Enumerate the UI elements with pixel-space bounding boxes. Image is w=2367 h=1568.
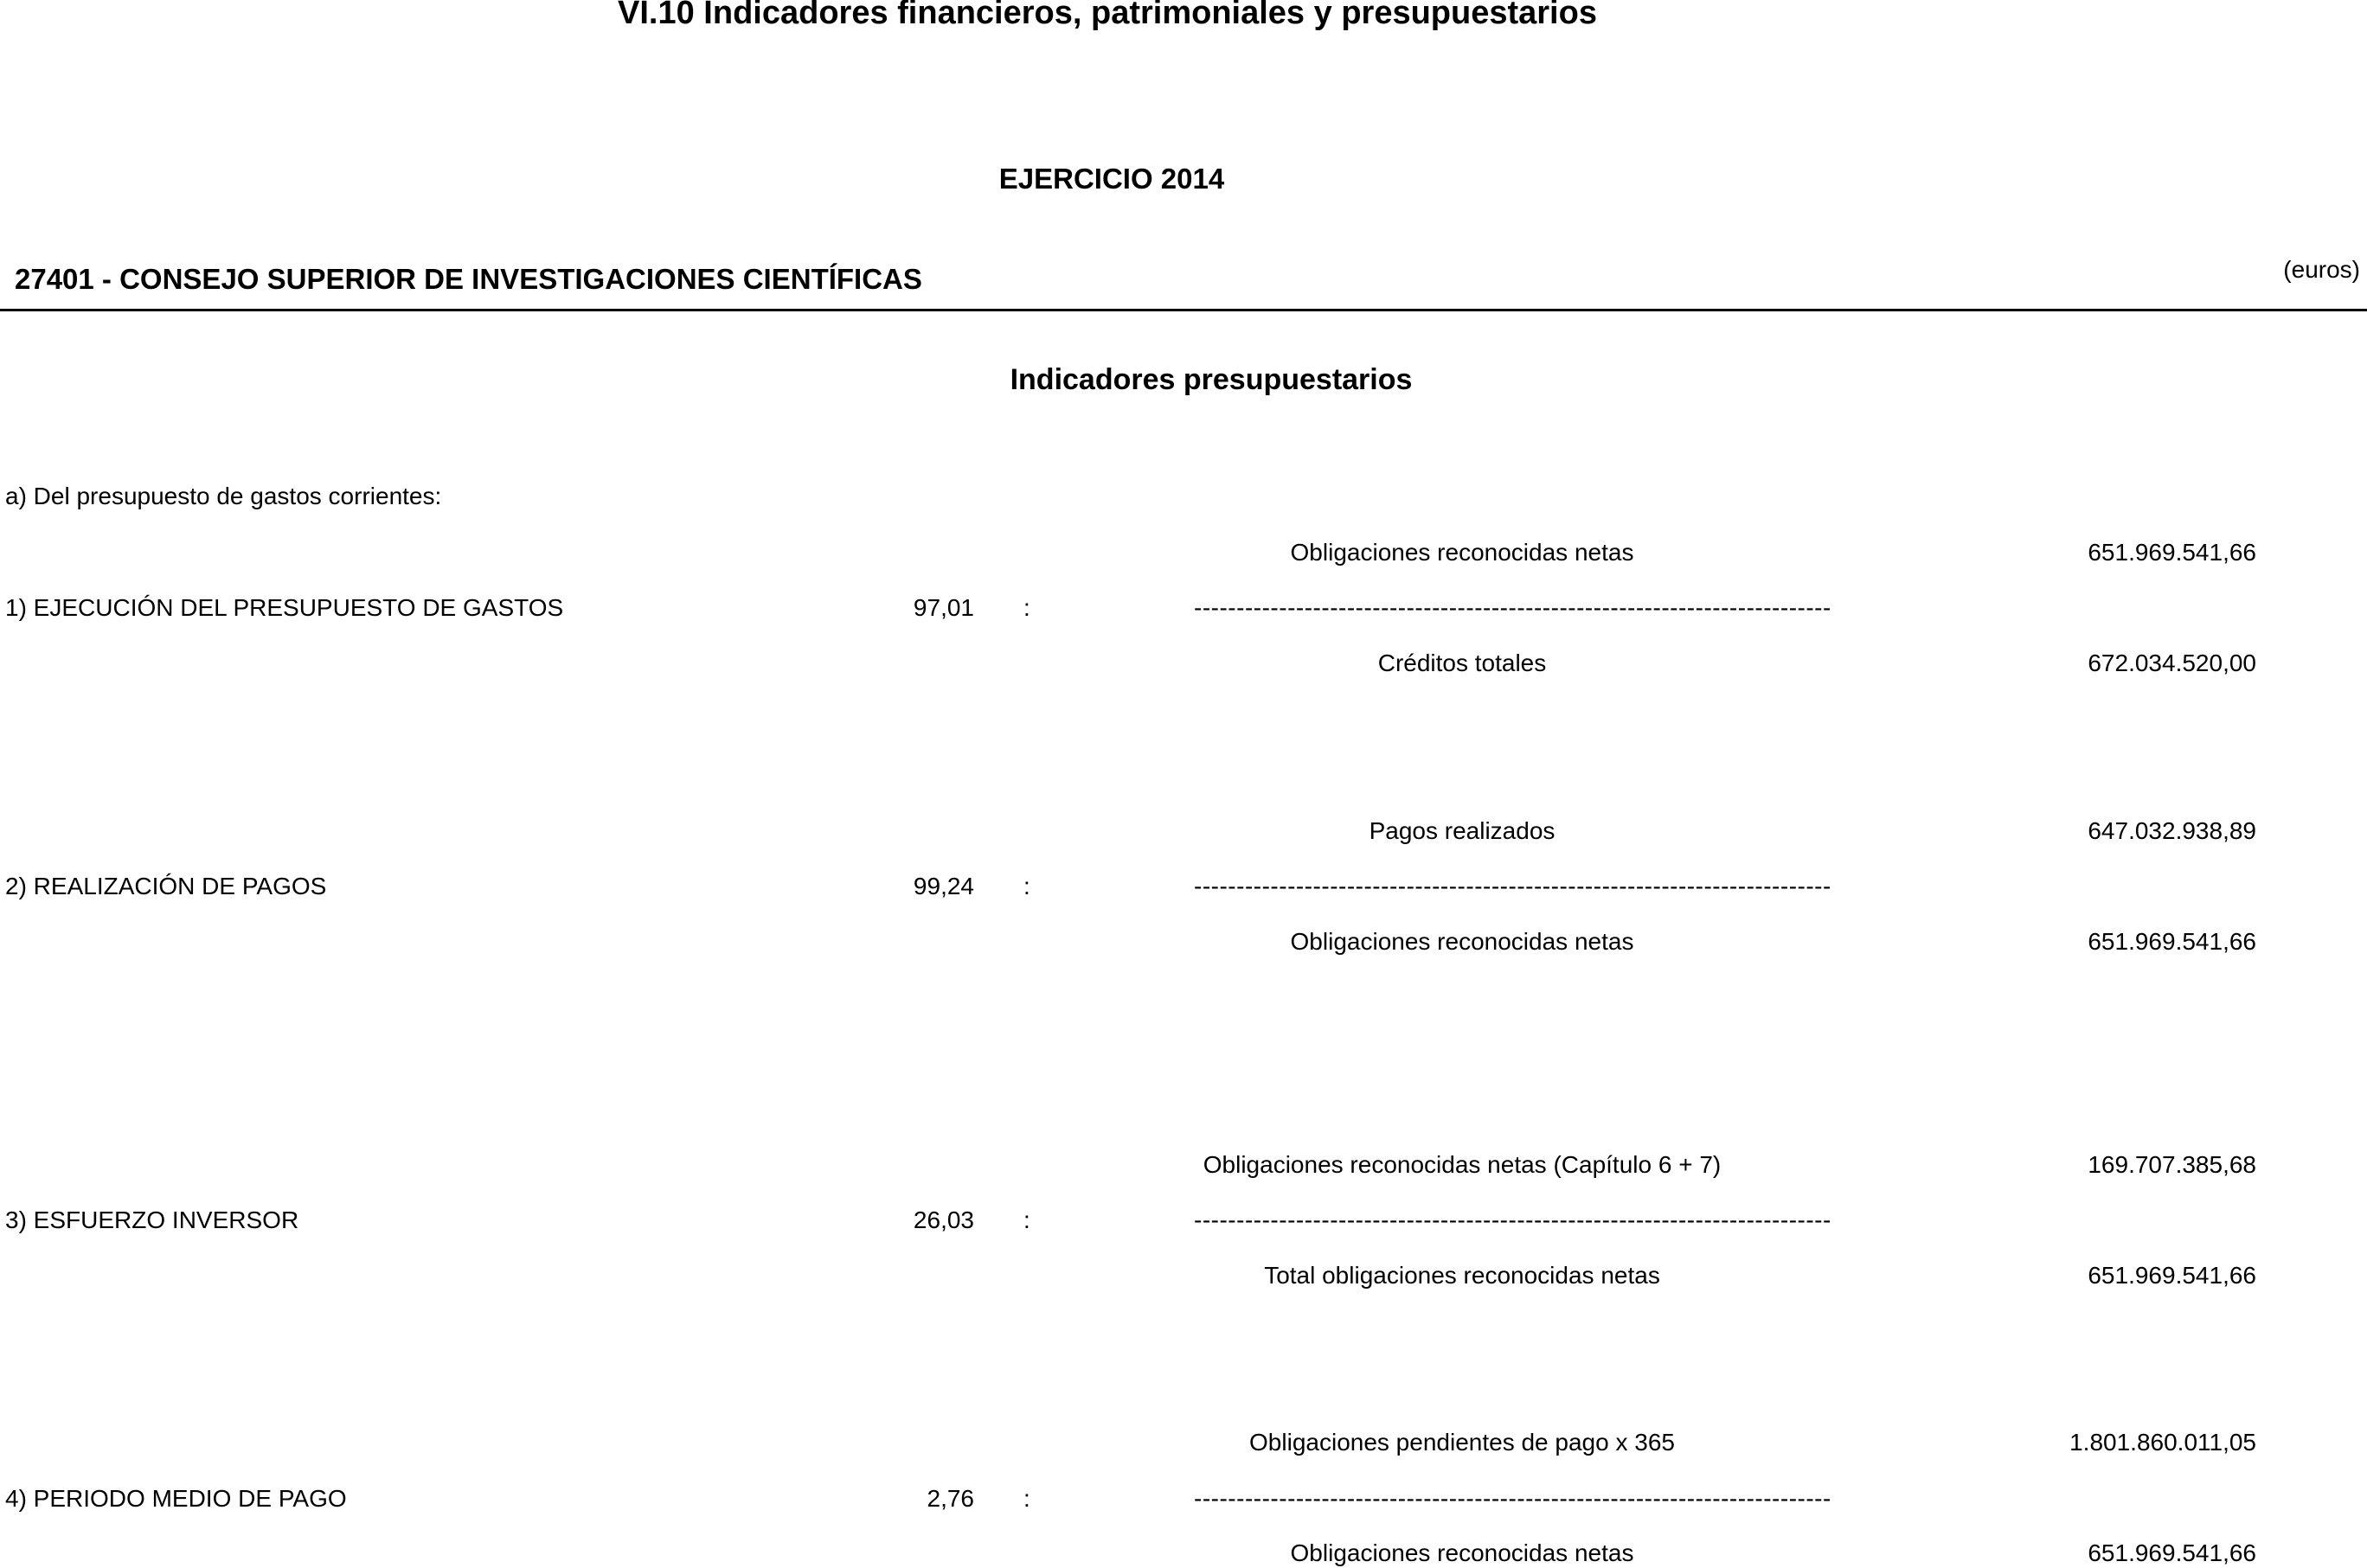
header-divider <box>0 309 2367 311</box>
currency-units: (euros) <box>2283 256 2360 283</box>
indicator-colon: : <box>1023 594 1030 621</box>
fraction-divider: --------------------------------------------------------------------------- <box>1194 873 1831 899</box>
numerator-amount: 647.032.938,89 <box>2088 817 2256 844</box>
numerator-amount: 169.707.385,68 <box>2088 1151 2256 1178</box>
denominator-amount: 651.969.541,66 <box>2088 1539 2256 1566</box>
denominator-label: Total obligaciones reconocidas netas <box>1264 1262 1660 1289</box>
indicator-label: 2) REALIZACIÓN DE PAGOS <box>5 873 327 899</box>
indicator-colon: : <box>1023 1485 1030 1512</box>
section-subtitle: a) Del presupuesto de gastos corrientes: <box>5 483 442 509</box>
denominator-label: Obligaciones reconocidas netas <box>1290 1539 1634 1566</box>
numerator-label: Obligaciones pendientes de pago x 365 <box>1249 1429 1675 1456</box>
fiscal-year: EJERCICIO 2014 <box>998 163 1225 195</box>
numerator-amount: 1.801.860.011,05 <box>2069 1429 2256 1456</box>
indicator-value: 2,76 <box>927 1485 974 1512</box>
indicator-label: 4) PERIODO MEDIO DE PAGO <box>5 1485 347 1512</box>
denominator-amount: 672.034.520,00 <box>2088 650 2256 676</box>
indicator-value: 99,24 <box>913 873 974 899</box>
fraction-divider: --------------------------------------------------------------------------- <box>1194 1206 1831 1233</box>
denominator-amount: 651.969.541,66 <box>2088 928 2256 955</box>
section-title: Indicadores presupuestarios <box>1010 363 1413 396</box>
document-title: VI.10 Indicadores financieros, patrimoniales y presupuestarios <box>618 0 1597 31</box>
denominator-amount: 651.969.541,66 <box>2088 1262 2256 1289</box>
indicator-label: 3) ESFUERZO INVERSOR <box>5 1206 299 1233</box>
indicator-colon: : <box>1023 1206 1030 1233</box>
indicator-colon: : <box>1023 873 1030 899</box>
numerator-label: Obligaciones reconocidas netas <box>1290 539 1634 566</box>
numerator-amount: 651.969.541,66 <box>2088 539 2256 566</box>
denominator-label: Obligaciones reconocidas netas <box>1290 928 1634 955</box>
denominator-label: Créditos totales <box>1377 650 1547 676</box>
numerator-label: Obligaciones reconocidas netas (Capítulo 6 + 7) <box>1203 1151 1722 1178</box>
indicator-value: 26,03 <box>913 1206 974 1233</box>
indicator-value: 97,01 <box>913 594 974 621</box>
fraction-divider: --------------------------------------------------------------------------- <box>1194 594 1831 621</box>
fraction-divider: --------------------------------------------------------------------------- <box>1194 1485 1831 1512</box>
indicator-label: 1) EJECUCIÓN DEL PRESUPUESTO DE GASTOS <box>5 594 564 621</box>
entity-name: 27401 - CONSEJO SUPERIOR DE INVESTIGACIONES CIENTÍFICAS <box>15 263 922 295</box>
numerator-label: Pagos realizados <box>1369 817 1556 844</box>
